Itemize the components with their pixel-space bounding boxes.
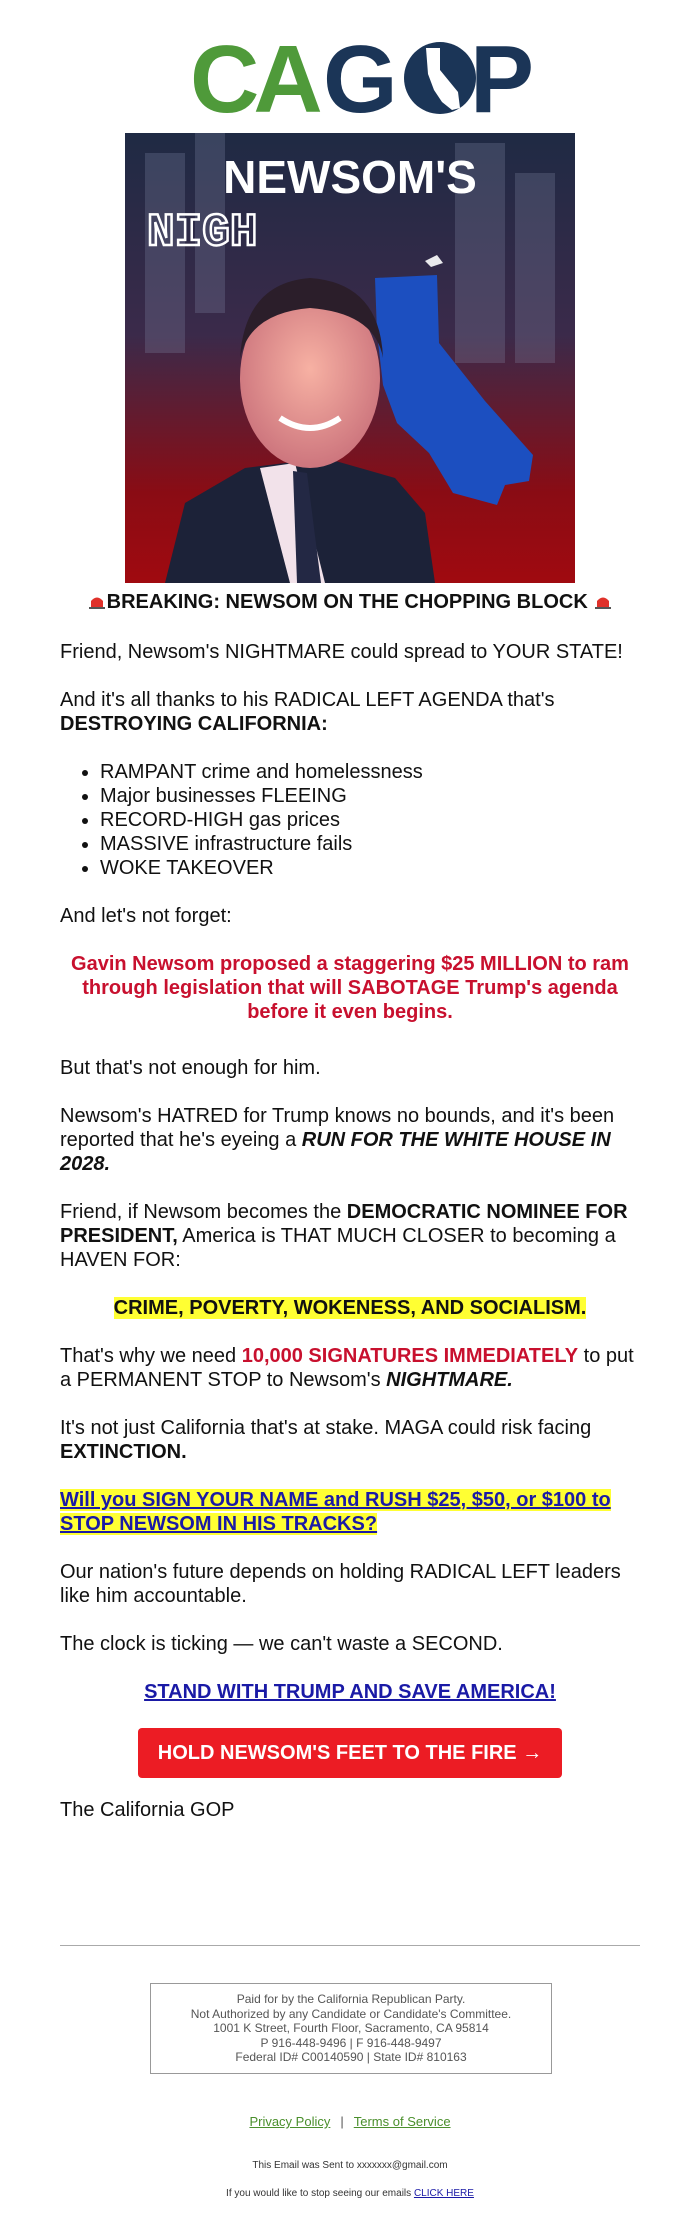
list-item: • MASSIVE infrastructure fails xyxy=(100,832,640,856)
hero-title-line2: NIGH xyxy=(147,207,258,259)
logo-o-california-icon xyxy=(404,42,476,114)
paragraph-10: The clock is ticking — we can't waste a SECOND. xyxy=(60,1633,503,1655)
paragraph-4: But that's not enough for him. xyxy=(60,1057,321,1079)
stand-with-trump xyxy=(60,1680,640,1704)
headline-text: BREAKING: NEWSOM ON THE CHOPPING BLOCK xyxy=(106,591,588,613)
paragraph-6: Friend, if Newsom becomes the DEMOCRATIC NOMINEE FOR PRESIDENT, America is THAT MUCH CLOSER to becoming a HAVEN FOR: xyxy=(60,1201,628,1271)
nightmare-text: NIGHTMARE. xyxy=(386,1369,513,1391)
paragraph-3: And let's not forget: xyxy=(60,905,232,927)
signature: The California GOP xyxy=(60,1799,235,1821)
cagop-logo[interactable] xyxy=(190,26,535,133)
list-item: • RAMPANT crime and homelessness xyxy=(100,760,640,784)
destroying-california-text: DESTROYING CALIFORNIA: xyxy=(60,713,328,735)
footer-separator: | xyxy=(340,2114,344,2129)
donation-ask xyxy=(60,1488,640,1536)
extinction-text: EXTINCTION. xyxy=(60,1441,187,1463)
disclaimer-line: Paid for by the California Republican Party. xyxy=(236,1992,466,2006)
white-house-text: RUN FOR THE WHITE HOUSE IN 2028. xyxy=(60,1129,611,1175)
unsubscribe-line: If you would like to stop seeing our emails CLICK HERE xyxy=(226,2188,474,2199)
disclaimer-line: Not Authorized by any Candidate or Candidate's Committee. xyxy=(190,2006,512,2021)
hold-feet-to-fire-button[interactable]: HOLD NEWSOM'S FEET TO THE FIRE → xyxy=(138,1728,562,1778)
paragraph-9: Our nation's future depends on holding RADICAL LEFT leaders like him accountable. xyxy=(60,1561,621,1607)
siren-icon xyxy=(87,595,107,609)
paragraph-8: It's not just California that's at stake. MAGA could risk facing EXTINCTION. xyxy=(60,1417,592,1463)
disclaimer-line: Federal ID# C00140590 | State ID# 810163 xyxy=(235,2050,467,2064)
paragraph-7: That's why we need 10,000 SIGNATURES IMMEDIATELY to put a PERMANENT STOP to Newsom's NIGHTMARE. xyxy=(60,1345,634,1391)
donation-ask-link[interactable]: Will you SIGN YOUR NAME and RUSH $25, $50, or $100 to STOP NEWSOM IN HIS TRACKS? xyxy=(60,1489,611,1535)
paragraph-1: Friend, Newsom's NIGHTMARE could spread to YOUR STATE! xyxy=(60,641,623,663)
hero-image xyxy=(125,133,575,583)
logo-p-text: P xyxy=(470,26,535,133)
cta-container xyxy=(60,1728,640,1778)
footer-divider xyxy=(60,1945,640,1946)
headline xyxy=(60,590,640,614)
highlight-text: CRIME, POVERTY, WOKENESS, AND SOCIALISM. xyxy=(113,1297,587,1319)
stand-with-trump-link[interactable]: STAND WITH TRUMP AND SAVE AMERICA! xyxy=(144,1681,556,1703)
siren-icon xyxy=(593,595,613,609)
disclaimer-line: P 916-448-9496 | F 916-448-9497 xyxy=(260,2035,442,2050)
problems-list xyxy=(60,760,640,880)
signatures-text: 10,000 SIGNATURES IMMEDIATELY xyxy=(241,1345,579,1367)
paragraph-2: And it's all thanks to his RADICAL LEFT AGENDA that's DESTROYING CALIFORNIA: xyxy=(60,689,555,735)
list-item: • Major businesses FLEEING xyxy=(100,784,640,808)
privacy-policy-link[interactable]: Privacy Policy xyxy=(249,2114,331,2129)
unsubscribe-link[interactable]: CLICK HERE xyxy=(413,2188,474,2199)
list-item: • WOKE TAKEOVER xyxy=(100,856,640,880)
logo-ca-text: CA xyxy=(190,26,317,133)
logo-g-text: G xyxy=(323,26,398,133)
sent-to-line: This Email was Sent to xxxxxxx@gmail.com xyxy=(252,2160,448,2171)
email-body xyxy=(60,590,640,1846)
footer-links xyxy=(0,2114,700,2129)
hero-title-line1: NEWSOM'S xyxy=(223,151,477,203)
list-item: • RECORD-HIGH gas prices xyxy=(100,808,640,832)
nominee-text: DEMOCRATIC NOMINEE FOR PRESIDENT, xyxy=(60,1201,628,1247)
red-callout: Gavin Newsom proposed a staggering $25 MILLION to ram through legislation that will SABOTAGE Trump's agenda before it even begins. xyxy=(71,953,629,1023)
paragraph-5: Newsom's HATRED for Trump knows no bounds, and it's been reported that he's eyeing a RUN FOR THE WHITE HOUSE IN 2028. xyxy=(60,1105,615,1175)
paid-for-disclaimer xyxy=(150,1983,552,2074)
terms-of-service-link[interactable]: Terms of Service xyxy=(353,2114,451,2129)
disclaimer-line: 1001 K Street, Fourth Floor, Sacramento, CA 95814 xyxy=(213,2021,489,2035)
highlight-line xyxy=(60,1296,640,1320)
